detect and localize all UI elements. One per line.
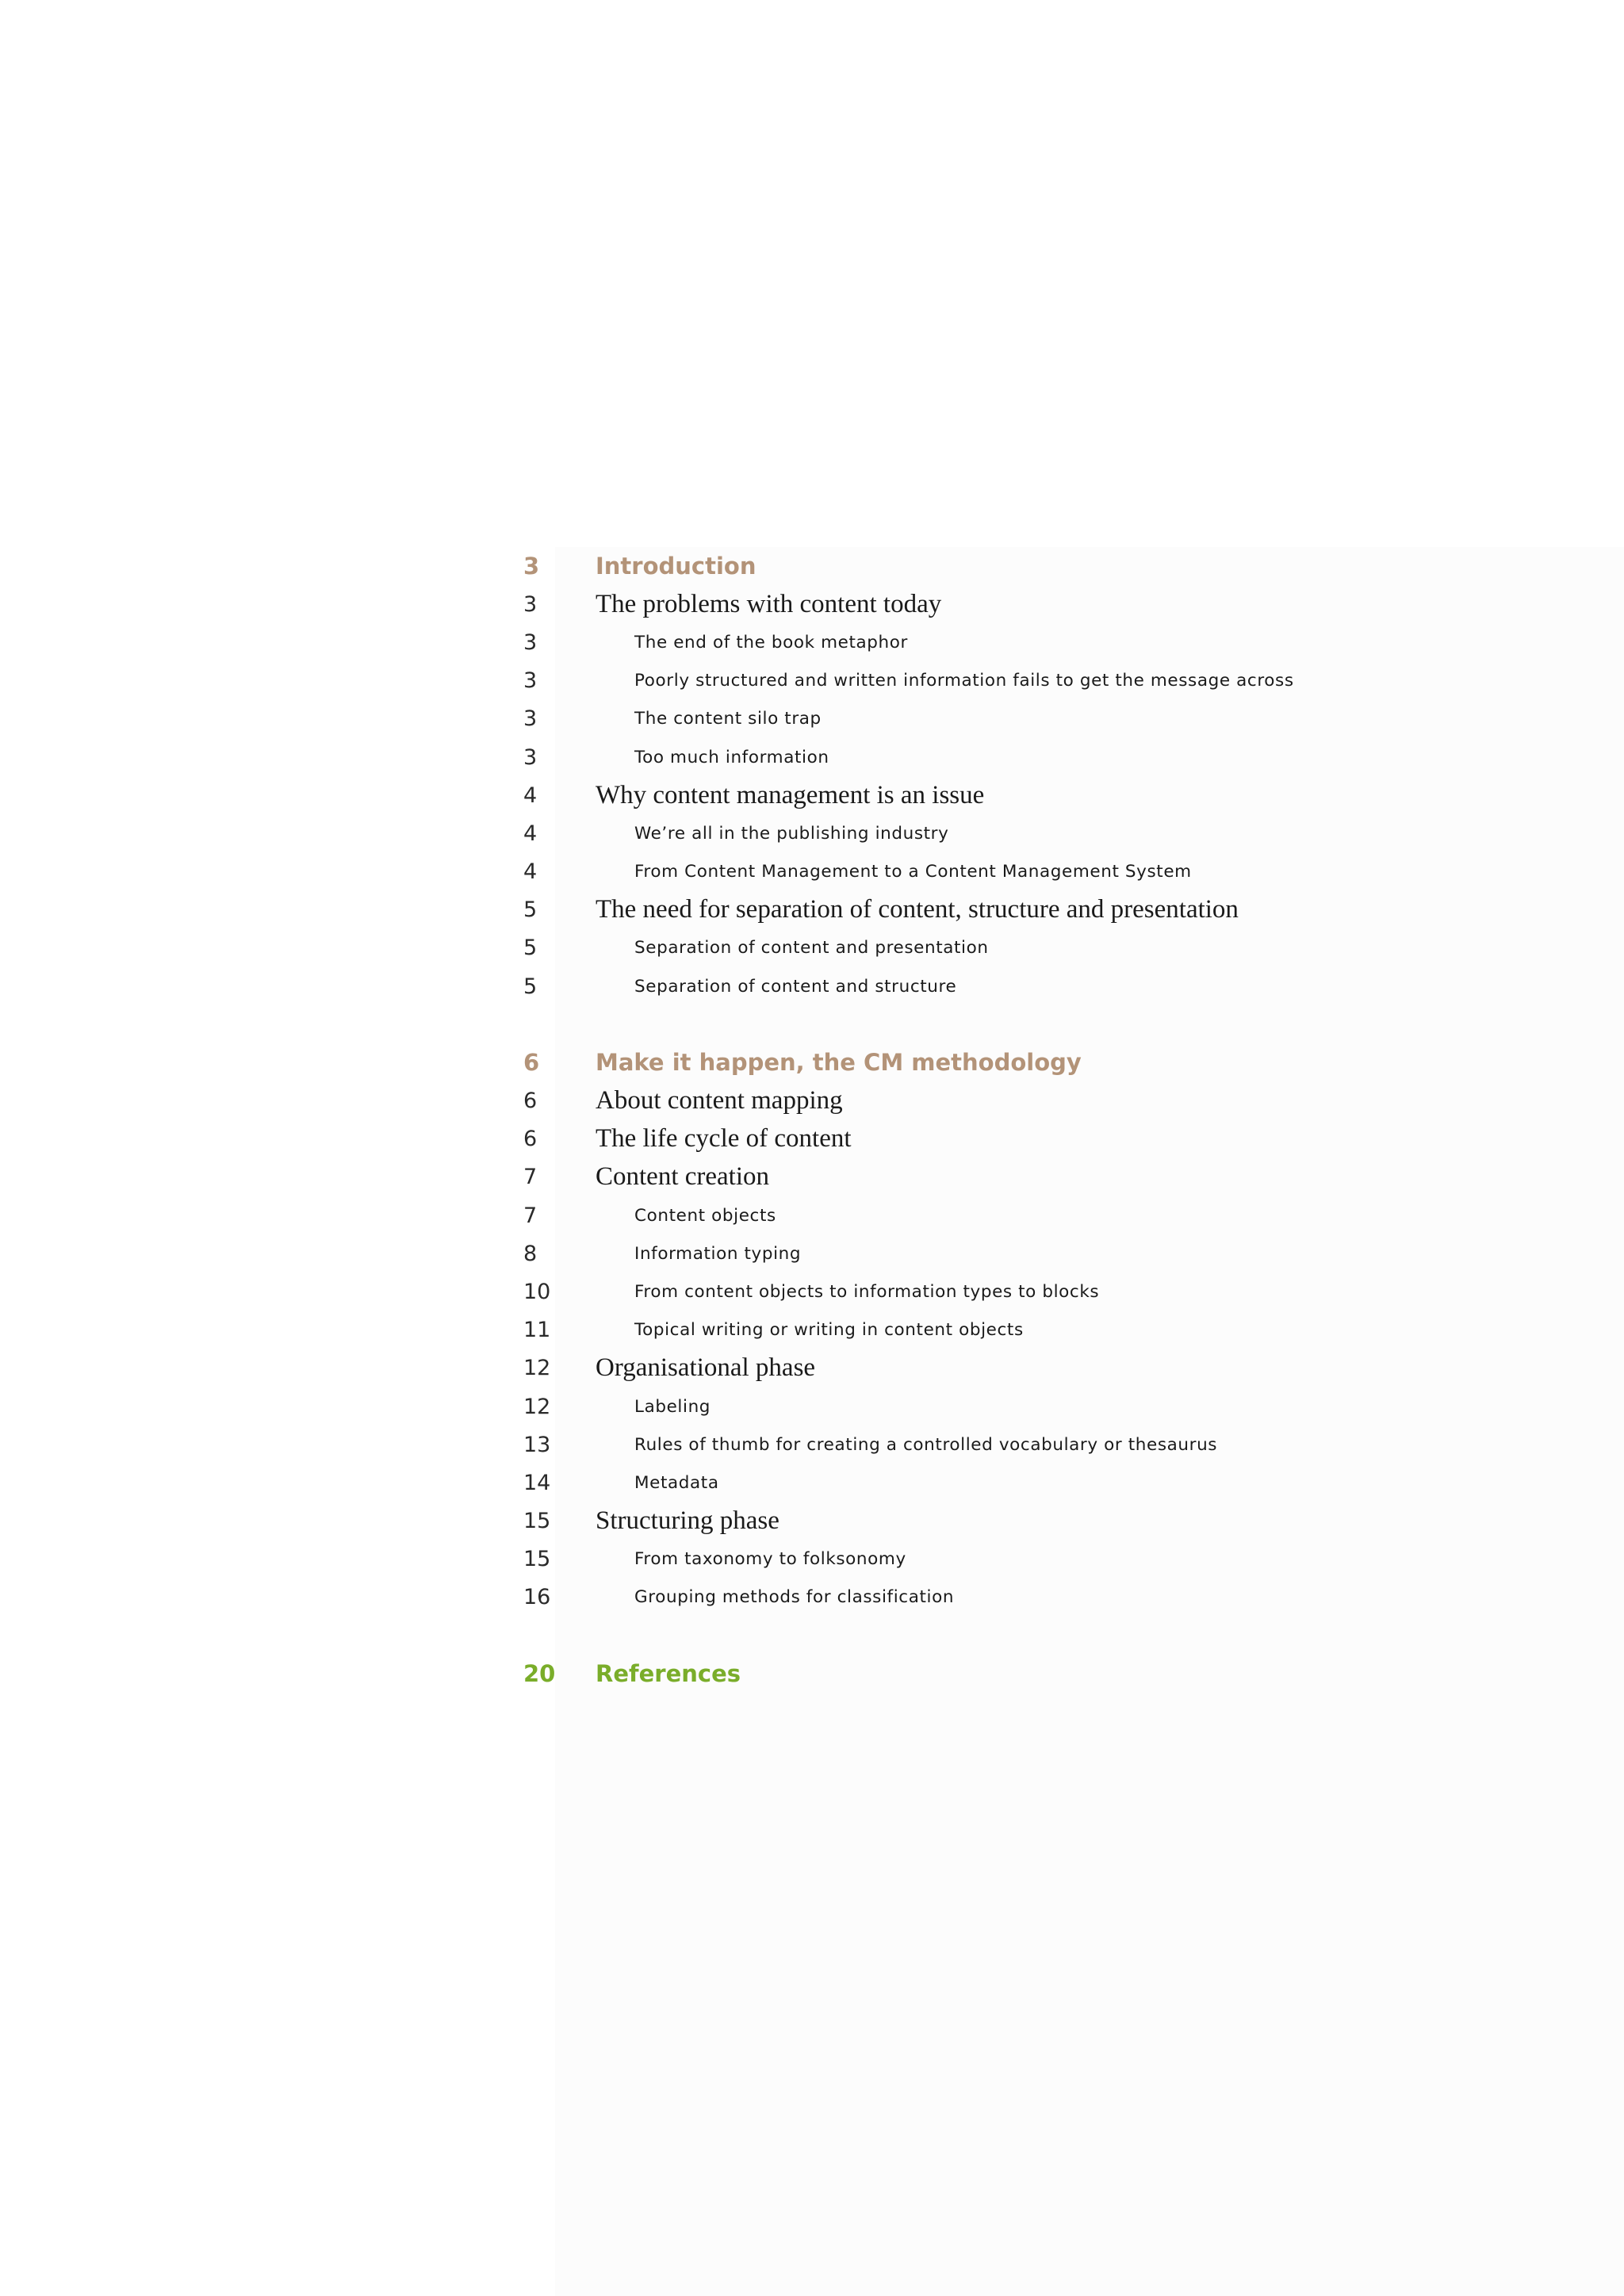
toc-entry[interactable]: [523, 1081, 1554, 1119]
toc-chapter-heading[interactable]: [523, 1043, 1554, 1081]
toc-subentry-title: Grouping methods for classification: [634, 1587, 955, 1608]
toc-page-number: 6: [523, 1089, 538, 1114]
toc-page-number: 3: [523, 553, 540, 580]
toc-subentry[interactable]: [523, 738, 1554, 776]
toc-page-number: 3: [523, 591, 538, 617]
toc-subentry-title: From Content Management to a Content Management System: [634, 862, 1192, 882]
toc-page-number: 6: [523, 1127, 538, 1152]
toc-subentry[interactable]: [523, 967, 1554, 1005]
toc-subentry-title: Separation of content and structure: [634, 976, 957, 997]
toc-page-number: 6: [523, 1049, 540, 1077]
toc-subentry-title: Separation of content and presentation: [634, 938, 989, 959]
toc-page-number: 12: [523, 1356, 551, 1381]
toc-page-number: 10: [523, 1279, 551, 1304]
toc-subentry-title: Topical writing or writing in content objects: [634, 1320, 1024, 1341]
toc-section-references: [523, 1655, 1554, 1693]
toc-page-number: 20: [523, 1660, 556, 1688]
toc-subentry-title: From taxonomy to folksonomy: [634, 1549, 906, 1570]
toc-page-number: 3: [523, 629, 538, 655]
toc-page-number: 7: [523, 1203, 538, 1228]
toc-chapter-heading[interactable]: [523, 1655, 1554, 1693]
toc-page-number: 5: [523, 936, 538, 961]
toc-entry[interactable]: [523, 1120, 1554, 1158]
toc-entry-title: About content mapping: [596, 1086, 843, 1115]
toc-subentry-title: The end of the book metaphor: [634, 632, 908, 652]
toc-entry-title: Why content management is an issue: [596, 780, 985, 809]
toc-subentry-title: Content objects: [634, 1205, 776, 1226]
toc-subentry[interactable]: [523, 623, 1554, 661]
toc-subentry[interactable]: [523, 1425, 1554, 1464]
toc-subentry-title: Information typing: [634, 1243, 802, 1264]
toc-subentry[interactable]: [523, 1234, 1554, 1272]
toc-subentry-title: The content silo trap: [634, 709, 822, 729]
toc-entry-title: The need for separation of content, structure and presentation: [596, 895, 1239, 924]
toc-subentry-title: Poorly structured and written information fails to get the message across: [634, 671, 1294, 691]
toc-subentry-title: Labeling: [634, 1396, 711, 1417]
toc-subentry[interactable]: [523, 1272, 1554, 1311]
toc-page-number: 12: [523, 1394, 551, 1419]
toc-entry-title: Organisational phase: [596, 1353, 816, 1383]
toc-page-number: 4: [523, 783, 538, 808]
toc-subentry[interactable]: [523, 814, 1554, 852]
toc-subentry[interactable]: [523, 1387, 1554, 1425]
toc-page-number: 4: [523, 859, 538, 885]
toc-entry[interactable]: [523, 1502, 1554, 1540]
toc-subentry-title: Too much information: [634, 747, 829, 767]
toc-entry-title: Introduction: [596, 553, 756, 580]
toc-entry-title: The problems with content today: [596, 589, 942, 618]
toc-subentry[interactable]: [523, 1540, 1554, 1578]
table-of-contents: [523, 547, 1554, 1693]
toc-page-number: 15: [523, 1547, 551, 1572]
toc-entry-title: References: [596, 1660, 741, 1688]
toc-page-number: 5: [523, 974, 538, 999]
toc-entry-title: Structuring phase: [596, 1506, 779, 1536]
toc-entry-title: Make it happen, the CM methodology: [596, 1049, 1082, 1077]
toc-page-number: 5: [523, 897, 538, 923]
toc-entry[interactable]: [523, 891, 1554, 929]
toc-subentry[interactable]: [523, 853, 1554, 891]
toc-entry[interactable]: [523, 1158, 1554, 1196]
toc-page-number: 7: [523, 1165, 538, 1190]
toc-subentry-title: Metadata: [634, 1472, 719, 1493]
toc-page-number: 13: [523, 1432, 551, 1457]
toc-entry-title: Content creation: [596, 1162, 770, 1192]
toc-subentry-title: Rules of thumb for creating a controlled vocabulary or thesaurus: [634, 1434, 1218, 1455]
toc-subentry-title: We’re all in the publishing industry: [634, 823, 949, 844]
toc-section-methodology: [523, 1043, 1554, 1617]
toc-subentry[interactable]: [523, 1464, 1554, 1502]
toc-entry[interactable]: [523, 1349, 1554, 1387]
toc-entry[interactable]: [523, 585, 1554, 623]
toc-subentry[interactable]: [523, 662, 1554, 700]
toc-page-number: 14: [523, 1470, 551, 1495]
toc-page-number: 15: [523, 1509, 551, 1534]
toc-subentry[interactable]: [523, 1311, 1554, 1349]
toc-subentry[interactable]: [523, 1578, 1554, 1617]
toc-page-number: 4: [523, 821, 538, 846]
toc-page-number: 11: [523, 1318, 551, 1343]
toc-entry[interactable]: [523, 776, 1554, 814]
toc-subentry[interactable]: [523, 1196, 1554, 1234]
toc-page-number: 3: [523, 744, 538, 770]
toc-page-number: 8: [523, 1241, 538, 1266]
toc-entry-title: The life cycle of content: [596, 1124, 852, 1154]
toc-subentry-title: From content objects to information types to blocks: [634, 1281, 1100, 1302]
toc-page-number: 3: [523, 668, 538, 694]
toc-subentry[interactable]: [523, 929, 1554, 967]
toc-chapter-heading[interactable]: [523, 547, 1554, 585]
toc-page-number: 16: [523, 1585, 551, 1610]
toc-subentry[interactable]: [523, 700, 1554, 738]
toc-page-number: 3: [523, 706, 538, 732]
toc-section-introduction: [523, 547, 1554, 1005]
